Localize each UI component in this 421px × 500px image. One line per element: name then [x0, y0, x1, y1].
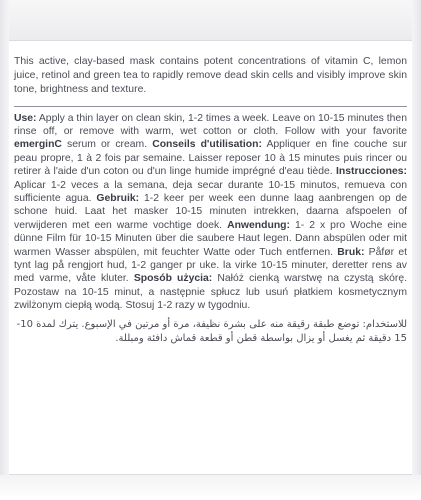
- box-top-face: [0, 0, 421, 40]
- section-text-spanish: Aplicar 1-2 veces a la semana, deja secar durante 10-15 minutos, remueva con sufficiente agua.: [14, 179, 407, 205]
- usage-instructions: [14, 112, 407, 313]
- section-label-norwegian: Bruk:: [337, 246, 365, 258]
- section-text-german: 1- 2 x pro Woche eine dünne Film für 10-15 Minuten über die saubere Haut legen. Dann abspülen oder mit warmen Wasser abspülen, mit feuchter Watte oder Tuch entfernen.: [14, 219, 407, 258]
- section-text-norwegian: Påfør et tynt lag på rengjort hud, 1-2 ganger pr uke. la virke 10-15 minuter, deretter rens av med varme, våte kluter.: [14, 246, 407, 285]
- section-text-french: Appliquer en fine couche sur peau propre, 1 à 2 fois par semaine. Laisser reposer 10 à 15 minutes puis rincer ou retirer à l'aide d'un coton ou d'un linge humide imprégné d'eau tiède.: [14, 139, 407, 178]
- section-label-use: Use:: [14, 112, 37, 124]
- section-text-dutch: 1-2 keer per week een dunne laag aanbrengen op de schone huid. Laat het masker 10-15 minuten intrekken, daarna afspoelen of verwijderen met een warme vochtige doek.: [14, 193, 407, 231]
- section-text-use: Apply a thin layer on clean skin, 1-2 times a week. Leave on 10-15 minutes then rinse off, or remove with warm, wet cotton or cloth. Follow with your favorite: [14, 112, 407, 138]
- box-top-fold: [9, 40, 412, 41]
- section-label-polish: Sposób użycia:: [133, 273, 213, 285]
- section-label-dutch: Gebruik:: [96, 193, 140, 205]
- product-description: This active, clay-based mask contains potent concentrations of vitamin C, lemon juice, retinol and green tea to rapidly remove dead skin cells and visibly improve skin tone, brightness and texture.: [14, 56, 407, 96]
- section-divider: [14, 106, 407, 107]
- box-left-edge: [0, 0, 9, 500]
- section-label-french: Conseils d'utilisation:: [152, 139, 262, 151]
- box-bottom-face: [0, 475, 421, 500]
- brand-name: emerginC: [14, 139, 62, 151]
- product-text-panel: [14, 55, 407, 347]
- box-right-edge: [412, 0, 421, 500]
- section-text-polish: Nałóż cienką warstwę na czystą skórę. Pozostaw na 10-15 minut, a następnie spłucz lub usuń płatkiem kosmetycznym zwilżonym ciepłą wodą. Stosuj 1-2 razy w tygodniu.: [14, 273, 407, 312]
- section-label-german: Anwendung:: [227, 219, 290, 231]
- section-text-use-tail: serum or cream.: [61, 139, 153, 151]
- section-label-spanish: Instrucciones:: [335, 166, 407, 178]
- section-text-arabic: للاستخدام: توضع طبقة رقيقة منه على بشرة نظيفة، مرة أو مرتين في الإسبوع. يترك لمدة 10-15 دقيقة ثم يغسل أو يزال بواسطة قطن أو قطعة قماش دافئة ومبللة.: [16, 318, 407, 345]
